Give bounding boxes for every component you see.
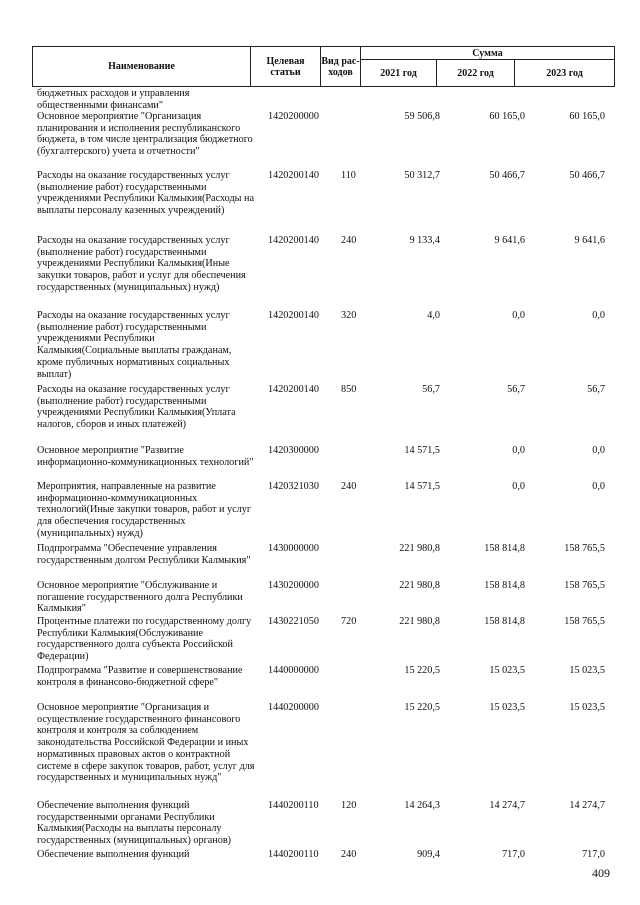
row-value-2022: 9 641,6 (494, 235, 525, 246)
table-header (32, 46, 615, 87)
row-value-2023: 158 765,5 (564, 580, 605, 591)
row-value-2021: 50 312,7 (404, 170, 440, 181)
row-name: Расходы на оказание государственных услуг (выполнение работ) государственными учреждениями Республики Калмыкия(Расходы на выплаты персоналу казенных учреждений) (37, 170, 255, 217)
row-value-2023: 50 466,7 (569, 170, 605, 181)
row-value-2023: 14 274,7 (569, 800, 605, 811)
row-code: 1420300000 (268, 445, 319, 456)
header-sum: Сумма (361, 47, 615, 60)
header-year-2021: 2021 год (361, 60, 437, 87)
row-value-2022: 0,0 (512, 481, 525, 492)
row-value-2023: 0,0 (592, 445, 605, 456)
row-value-2021: 909,4 (417, 849, 440, 860)
row-name: Основное мероприятие "Организация и осуществление государственного финансового контроля и контроля за соблюдением законодательства Российской Федерации и иных нормативных правовых актов о контрактной системе в сфере закупок товаров, работ, услуг для государственных и муниципальных нужд" (37, 702, 255, 784)
row-name: Расходы на оказание государственных услуг (выполнение работ) государственными учреждениями Республики Калмыкия(Социальные выплаты гражданам, кроме публичных нормативных социальных выплат) (37, 310, 232, 380)
row-value-2022: 158 814,8 (484, 580, 525, 591)
row-vid: 240 (341, 849, 357, 860)
row-name: Основное мероприятие "Организация планирования и исполнения республиканского бюджета, в том числе централизация бюджетного (бухгалтерского) учета и отчетности" (37, 111, 253, 158)
row-code: 1420200140 (268, 384, 319, 395)
row-vid: 240 (341, 481, 357, 492)
row-value-2023: 56,7 (587, 384, 605, 395)
header-vid: Вид рас-ходов (321, 47, 361, 87)
row-value-2021: 4,0 (427, 310, 440, 321)
row-vid: 110 (341, 170, 356, 181)
page-number: 409 (592, 866, 610, 880)
row-value-2022: 158 814,8 (484, 543, 525, 554)
row-value-2022: 14 274,7 (489, 800, 525, 811)
row-code: 1440200110 (268, 849, 319, 860)
row-value-2021: 221 980,8 (399, 616, 440, 627)
row-code: 1430000000 (268, 543, 319, 554)
row-name: Расходы на оказание государственных услуг (выполнение работ) государственными учреждениями Республики Калмыкия(Уплата налогов, сборов и иных платежей) (37, 384, 236, 431)
row-code: 1440000000 (268, 665, 319, 676)
row-value-2022: 50 466,7 (489, 170, 525, 181)
row-value-2022: 0,0 (512, 310, 525, 321)
row-value-2023: 15 023,5 (569, 702, 605, 713)
row-value-2023: 158 765,5 (564, 616, 605, 627)
row-value-2021: 15 220,5 (404, 702, 440, 713)
row-vid: 240 (341, 235, 357, 246)
row-name: Основное мероприятие "Развитие информационно-коммуникационных технологий" (37, 445, 254, 468)
row-code: 1420200000 (268, 111, 319, 122)
row-value-2023: 158 765,5 (564, 543, 605, 554)
row-vid: 720 (341, 616, 357, 627)
row-value-2021: 221 980,8 (399, 543, 440, 554)
row-code: 1430200000 (268, 580, 319, 591)
row-code: 1420200140 (268, 235, 319, 246)
row-code: 1440200110 (268, 800, 319, 811)
row-value-2021: 9 133,4 (409, 235, 440, 246)
row-value-2021: 14 571,5 (404, 445, 440, 456)
row-value-2023: 717,0 (582, 849, 605, 860)
row-value-2021: 15 220,5 (404, 665, 440, 676)
row-value-2022: 15 023,5 (489, 665, 525, 676)
header-name: Наименование (33, 47, 251, 87)
row-value-2023: 9 641,6 (574, 235, 605, 246)
row-value-2022: 158 814,8 (484, 616, 525, 627)
row-value-2023: 0,0 (592, 310, 605, 321)
row-code: 1420200140 (268, 170, 319, 181)
row-name: бюджетных расходов и управления общественными финансами" (37, 88, 190, 111)
row-code: 1430221050 (268, 616, 319, 627)
header-year-2022: 2022 год (437, 60, 515, 87)
header-target: Целевая статьи (251, 47, 321, 87)
row-value-2023: 0,0 (592, 481, 605, 492)
row-name: Процентные платежи по государственному долгу Республики Калмыкия(Обслуживание государственного долга субъекта Российской Федерации) (37, 616, 252, 663)
row-value-2021: 59 506,8 (404, 111, 440, 122)
row-value-2022: 717,0 (502, 849, 525, 860)
row-name: Мероприятия, направленные на развитие информационно-коммуникационных технологий(Иные закупки товаров, работ и услуг для обеспечения государственных (муниципальных) нужд) (37, 481, 251, 539)
header-year-2023: 2023 год (515, 60, 615, 87)
row-name: Обеспечение выполнения функций (37, 849, 190, 860)
row-vid: 850 (341, 384, 357, 395)
row-vid: 320 (341, 310, 357, 321)
row-value-2022: 60 165,0 (489, 111, 525, 122)
row-value-2021: 56,7 (422, 384, 440, 395)
row-name: Расходы на оказание государственных услуг (выполнение работ) государственными учреждениями Республики Калмыкия(Иные закупки товаров, работ и услуг для обеспечения государственных (муниципальных) нужд) (37, 235, 246, 293)
row-code: 1420321030 (268, 481, 319, 492)
row-name: Обеспечение выполнения функций государственными органами Республики Калмыкия(Расходы на выплаты персоналу государственных (муниципальных) органов) (37, 800, 232, 847)
row-value-2023: 60 165,0 (569, 111, 605, 122)
row-value-2023: 15 023,5 (569, 665, 605, 676)
row-name: Подпрограмма "Обеспечение управления государственным долгом Республики Калмыкия" (37, 543, 251, 566)
row-code: 1420200140 (268, 310, 319, 321)
row-value-2022: 56,7 (507, 384, 525, 395)
row-value-2021: 221 980,8 (399, 580, 440, 591)
row-value-2022: 15 023,5 (489, 702, 525, 713)
row-value-2022: 0,0 (512, 445, 525, 456)
row-vid: 120 (341, 800, 357, 811)
row-value-2021: 14 571,5 (404, 481, 440, 492)
row-value-2021: 14 264,3 (404, 800, 440, 811)
row-name: Подпрограмма "Развитие и совершенствование контроля в финансово-бюджетной сфере" (37, 665, 243, 688)
row-name: Основное мероприятие "Обслуживание и погашение государственного долга Республики Калмыкия" (37, 580, 243, 615)
row-code: 1440200000 (268, 702, 319, 713)
